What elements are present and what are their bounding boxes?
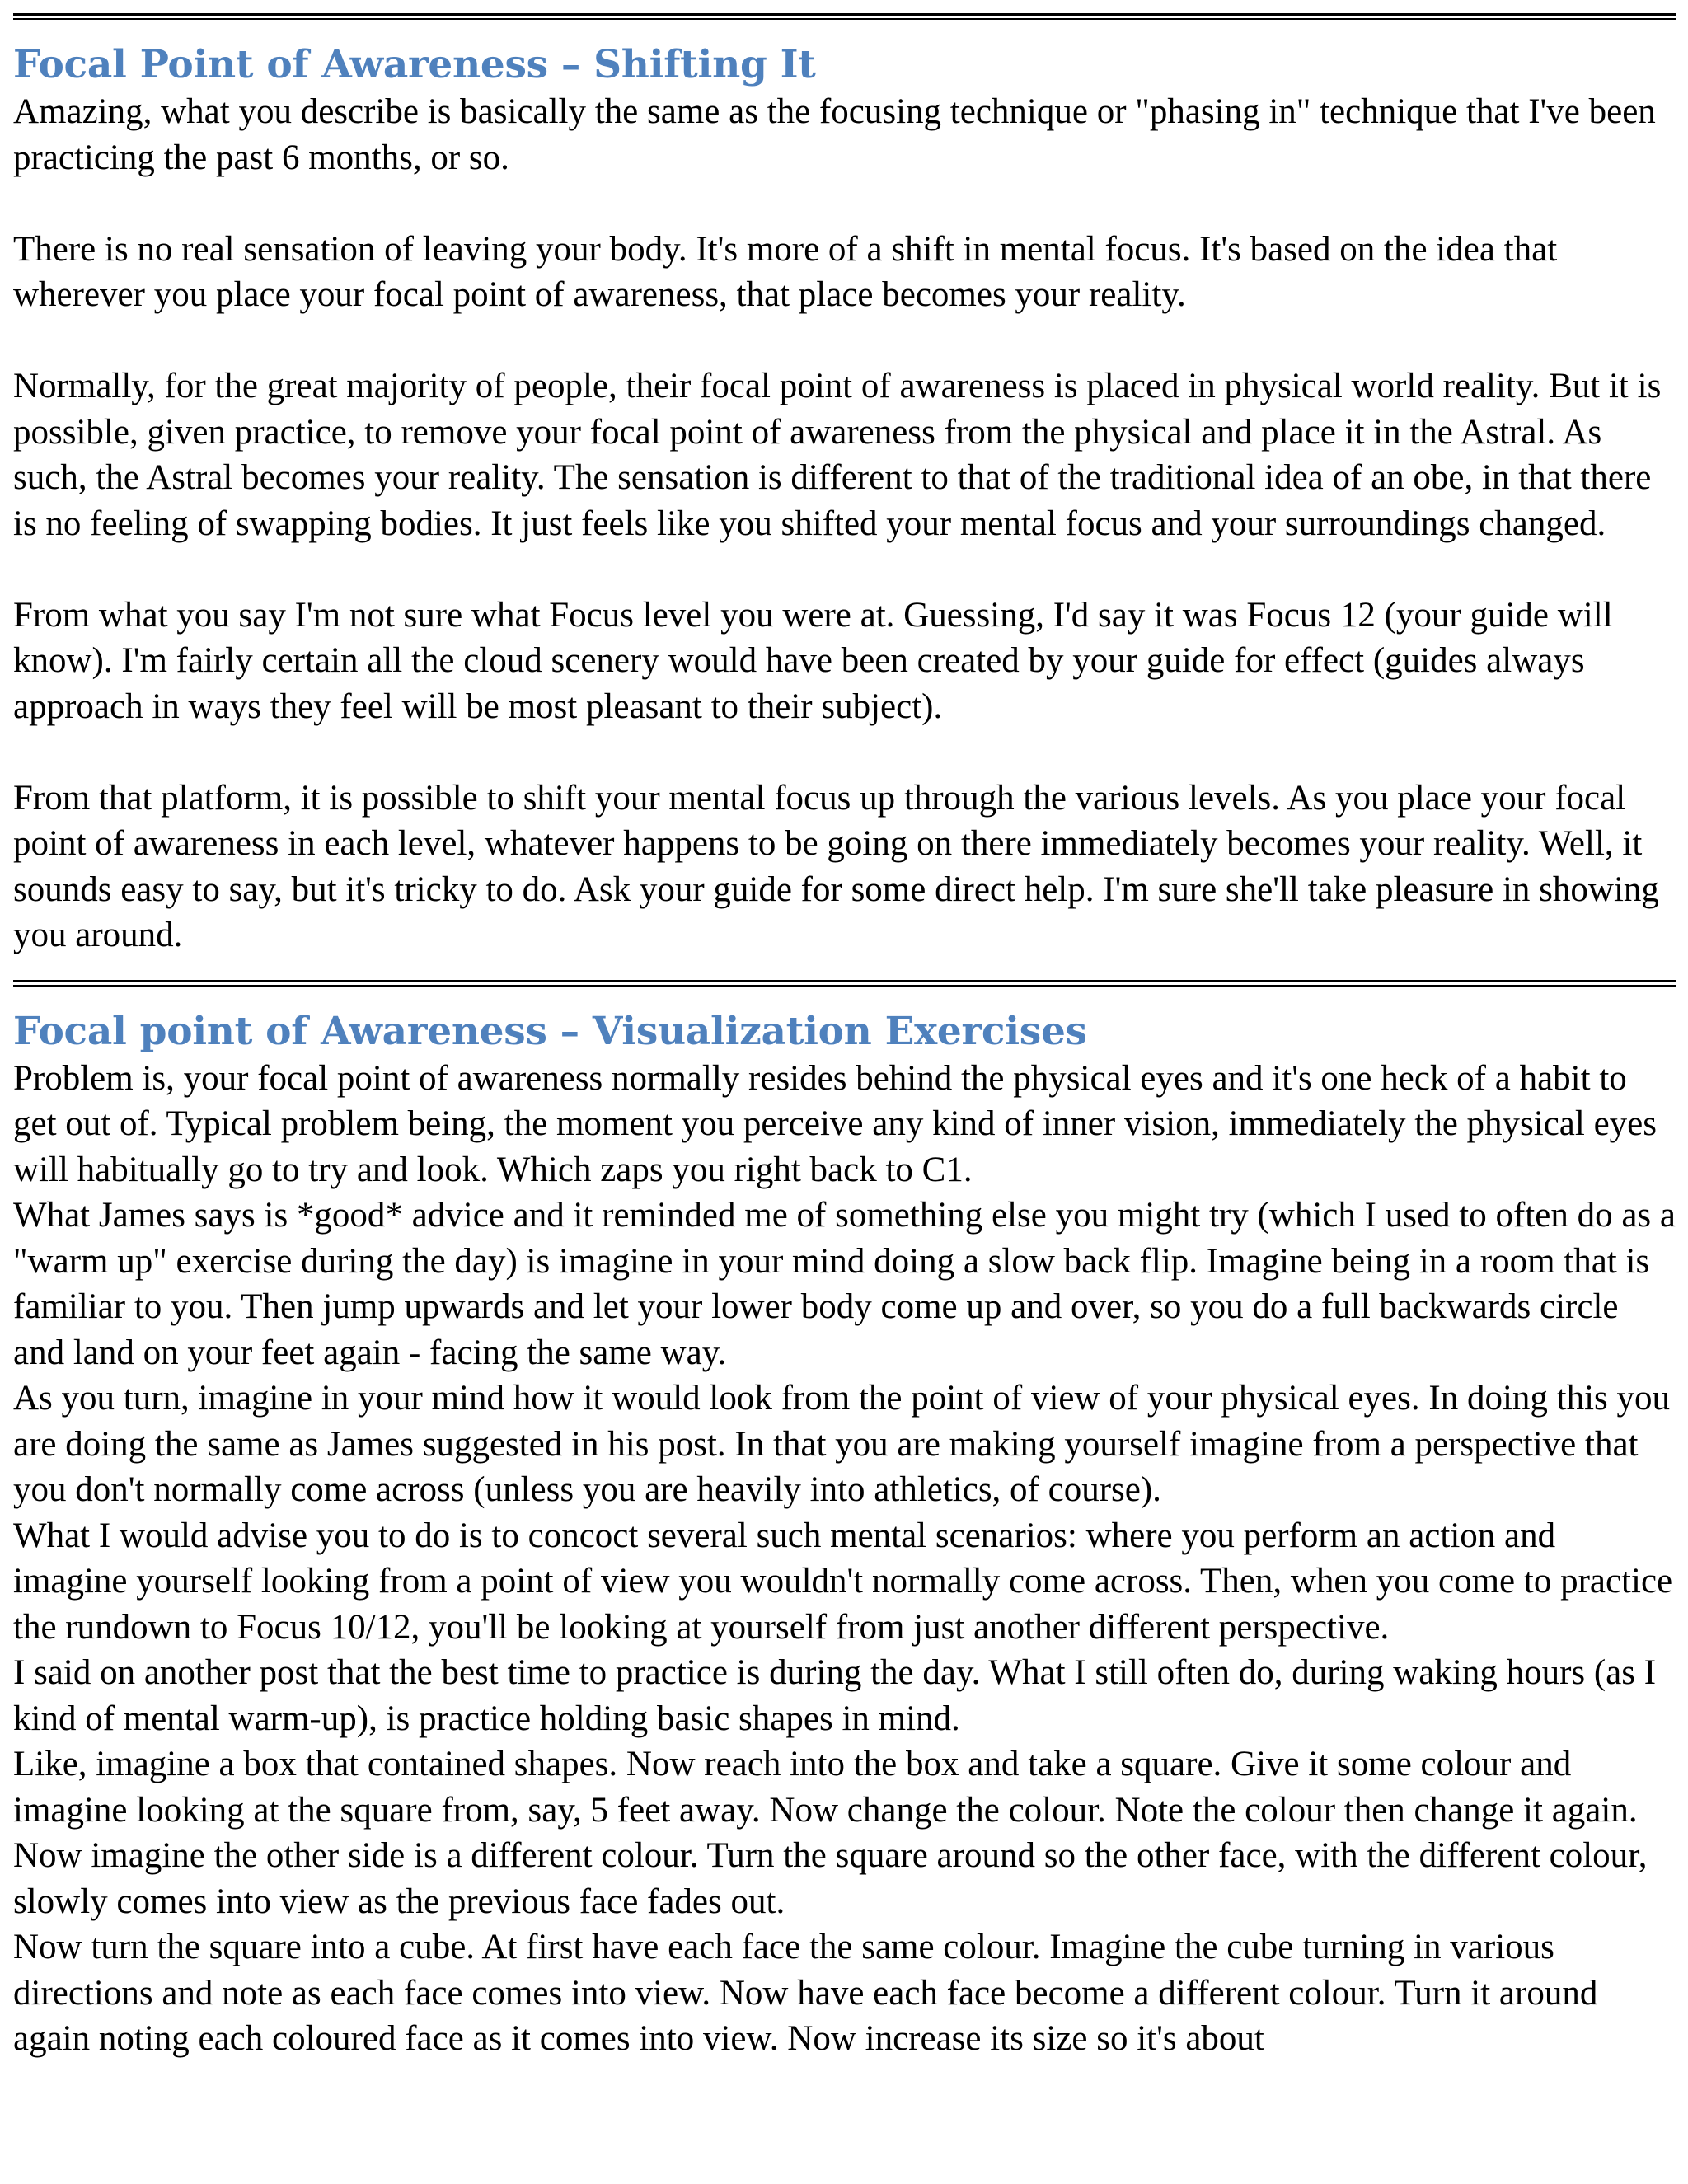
paragraph-spacer xyxy=(13,546,1678,593)
document-page xyxy=(13,0,1678,2062)
paragraph: Now turn the square into a cube. At first have each face the same colour. Imagine the cube turning in various directions and note as each face comes into view. Now have each face become a different colour. Turn it around again noting each coloured face as it comes into view. Now increase its size so it's about xyxy=(13,1928,1598,2058)
section-divider xyxy=(13,980,1676,987)
section-heading-visualization-exercises: Focal point of Awareness – Visualization Exercises xyxy=(13,1008,1087,1054)
paragraph: Problem is, your focal point of awareness normally resides behind the physical eyes and it's one heck of a habit to get out of. Typical problem being, the moment you perceive any kind of inner vision, immediately the physical eyes will habitually go to try and look. Which zaps you right back to C1. xyxy=(13,1058,1657,1189)
paragraph: As you turn, imagine in your mind how it would look from the point of view of your physical eyes. In doing this you are doing the same as James suggested in his post. In that you are making yourself imagine from a perspective that you don't normally come across (unless you are heavily into athletics, of course). xyxy=(13,1379,1671,1509)
section-divider-top xyxy=(13,13,1676,20)
section-heading-shifting-it: Focal Point of Awareness – Shifting It xyxy=(13,42,816,87)
paragraph: From that platform, it is possible to shift your mental focus up through the various levels. As you place your focal point of awareness in each level, whatever happens to be going on there immediately becomes your reality. Well, it sounds easy to say, but it's tricky to do. Ask your guide for some direct help. I'm sure she'll take pleasure in showing you around. xyxy=(13,778,1659,954)
paragraph: What I would advise you to do is to concoct several such mental scenarios: where you perform an action and imagine yourself looking from a point of view you wouldn't normally come across. Then, when you come to practice the rundown to Focus 10/12, you'll be looking at yourself from just another different perspective. xyxy=(13,1516,1673,1647)
paragraph: There is no real sensation of leaving your body. It's more of a shift in mental focus. It's based on the idea that wherever you place your focal point of awareness, that place becomes your reality. xyxy=(13,229,1558,314)
paragraph-spacer xyxy=(13,318,1678,364)
paragraph-spacer xyxy=(13,180,1678,227)
paragraph: Amazing, what you describe is basically the same as the focusing technique or "phasing in" technique that I've been practicing the past 6 months, or so. xyxy=(13,92,1656,177)
paragraph: From what you say I'm not sure what Focus level you were at. Guessing, I'd say it was Focus 12 (your guide will know). I'm fairly certain all the cloud scenery would have been created by your guide for effect (guides always approach in ways they feel will be most pleasant to their subject). xyxy=(13,595,1613,726)
paragraph-spacer xyxy=(13,729,1678,776)
paragraph: I said on another post that the best time to practice is during the day. What I still often do, during waking hours (as I kind of mental warm-up), is practice holding basic shapes in mind. xyxy=(13,1653,1657,1738)
paragraph: What James says is *good* advice and it reminded me of something else you might try (which I used to often do as a "warm up" exercise during the day) is imagine in your mind doing a slow back flip. Imagine being in a room that is familiar to you. Then jump upwards and let your lower body come up and over, so you do a full backwards circle and land on your feet again - facing the same way. xyxy=(13,1196,1676,1372)
paragraph: Normally, for the great majority of people, their focal point of awareness is placed in physical world reality. But it is possible, given practice, to remove your focal point of awareness from the physical and place it in the Astral. As such, the Astral becomes your reality. The sensation is different to that of the traditional idea of an obe, in that there is no feeling of swapping bodies. It just feels like you shifted your mental focus and your surroundings changed. xyxy=(13,367,1662,543)
paragraph: Like, imagine a box that contained shapes. Now reach into the box and take a square. Give it some colour and imagine looking at the square from, say, 5 feet away. Now change the colour. Note the colour then change it again. Now imagine the other side is a different colour. Turn the square around so the other face, with the different colour, slowly comes into view as the previous face fades out. xyxy=(13,1745,1648,1921)
